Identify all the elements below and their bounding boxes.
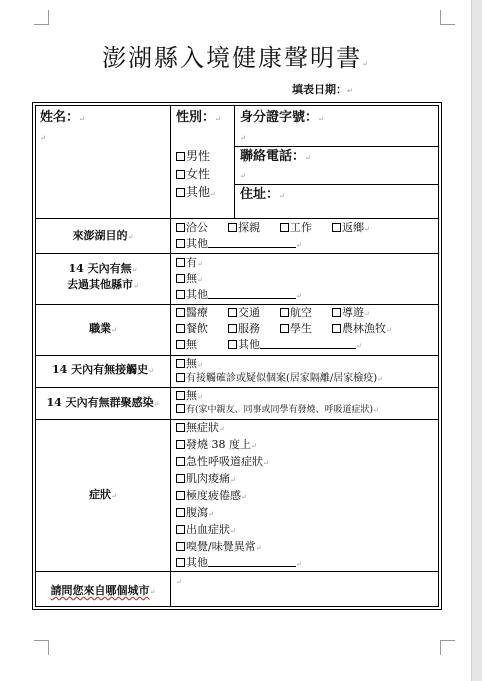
page-corner-mark	[440, 640, 455, 655]
fill-date-label: 填表日期：↵	[292, 84, 353, 96]
checkbox[interactable]	[176, 188, 185, 197]
checkbox[interactable]	[332, 308, 341, 317]
cluster-infection-label: 14 天內有無群聚感染↵	[46, 396, 160, 409]
checkbox[interactable]	[228, 223, 237, 232]
row-divider	[36, 218, 438, 219]
checkbox[interactable]	[176, 340, 185, 349]
checkbox[interactable]	[176, 373, 185, 382]
origin-city-label: 請問您來自哪個城市↵	[50, 584, 156, 597]
checkbox[interactable]	[176, 359, 185, 368]
page-corner-mark	[440, 10, 455, 25]
row-divider	[36, 304, 438, 305]
occupation-option[interactable]: 學生	[280, 322, 312, 335]
checkbox[interactable]	[332, 223, 341, 232]
checkbox[interactable]	[176, 258, 185, 267]
checkbox[interactable]	[176, 440, 185, 449]
checkbox[interactable]	[280, 308, 289, 317]
fill-in-line[interactable]	[208, 237, 296, 248]
purpose-option-other[interactable]: 其他 ↵	[176, 237, 302, 252]
checkbox[interactable]	[280, 324, 289, 333]
symptom-option-other[interactable]: 其他 ↵	[176, 556, 302, 571]
occupation-option-other[interactable]: 其他 ↵	[228, 338, 362, 353]
address-label: 住址：↵	[240, 187, 285, 202]
row-divider	[234, 184, 438, 185]
fill-in-line[interactable]	[260, 338, 356, 349]
fill-in-line[interactable]	[208, 288, 296, 299]
checkbox[interactable]	[176, 290, 185, 299]
purpose-option[interactable]: 洽公	[176, 221, 208, 234]
checkbox[interactable]	[176, 324, 185, 333]
purpose-option[interactable]: 工作	[280, 221, 312, 234]
origin-city-field[interactable]: ↵	[176, 578, 182, 586]
travel-option-other[interactable]: 其他 ↵	[176, 288, 302, 303]
symptom-option[interactable]: 發燒 38 度上↵	[176, 438, 257, 453]
symptoms-label: 症狀↵	[89, 488, 117, 501]
declaration-form-table	[32, 102, 442, 610]
symptom-option[interactable]: 腹瀉↵	[176, 506, 214, 521]
contact-option-no[interactable]: 無↵	[176, 357, 203, 372]
page-corner-mark	[34, 640, 49, 655]
purpose-option[interactable]: 返鄉↵	[332, 221, 370, 236]
id-number-label: 身分證字號：↵	[240, 110, 324, 125]
checkbox[interactable]	[176, 457, 185, 466]
name-field[interactable]: ↵	[40, 134, 46, 142]
document-title: 澎湖縣入境健康聲明書↵	[102, 44, 370, 72]
occupation-option[interactable]: 導遊↵	[332, 306, 370, 321]
checkbox[interactable]	[176, 223, 185, 232]
checkbox[interactable]	[176, 170, 185, 179]
phone-field[interactable]: ↵	[240, 172, 246, 180]
cluster-option-yes[interactable]: 有(家中親友、同事或同學有發燒、呼吸道症狀)↵	[176, 404, 379, 417]
cluster-option-no[interactable]: 無↵	[176, 389, 203, 404]
travel-option-no[interactable]: 無↵	[176, 272, 203, 287]
gender-option-other[interactable]: 其他↵	[176, 186, 216, 201]
row-divider	[36, 419, 438, 420]
checkbox[interactable]	[228, 308, 237, 317]
travel-option-yes[interactable]: 有↵	[176, 256, 203, 271]
gender-label: 性別：↵	[176, 110, 221, 125]
occupation-option[interactable]: 醫療	[176, 306, 208, 319]
gender-option-male[interactable]: 男性	[176, 150, 210, 163]
row-divider	[36, 253, 438, 254]
checkbox[interactable]	[176, 474, 185, 483]
symptom-option[interactable]: 肌肉痠痛↵	[176, 472, 236, 487]
symptom-option[interactable]: 急性呼吸道症狀↵	[176, 455, 269, 470]
checkbox[interactable]	[176, 391, 185, 400]
phone-label: 聯絡電話：↵	[240, 149, 311, 164]
occupation-option[interactable]: 餐飲	[176, 322, 208, 335]
fill-in-line[interactable]	[208, 556, 296, 567]
occupation-option-none[interactable]: 無	[176, 338, 197, 351]
checkbox[interactable]	[176, 508, 185, 517]
contact-option-yes[interactable]: 有接觸確診或疑似個案(居家隔離/居家檢疫)↵	[176, 372, 383, 386]
row-divider	[36, 387, 438, 388]
symptom-option[interactable]: 嗅覺/味覺異常↵	[176, 540, 262, 555]
checkbox[interactable]	[176, 404, 185, 413]
occupation-option[interactable]: 農林漁牧↵	[332, 322, 392, 337]
checkbox[interactable]	[228, 340, 237, 349]
row-divider	[36, 355, 438, 356]
symptom-option[interactable]: 出血症狀↵	[176, 523, 236, 538]
checkbox[interactable]	[176, 558, 185, 567]
purpose-option[interactable]: 探親	[228, 221, 260, 234]
symptom-option[interactable]: 無症狀↵	[176, 421, 225, 436]
gender-option-female[interactable]: 女性	[176, 168, 210, 181]
occupation-label: 職業↵	[89, 322, 117, 335]
purpose-label: 來澎湖目的↵	[72, 229, 134, 242]
travel-label-line2: 去過其他縣市↵	[67, 278, 139, 291]
checkbox[interactable]	[176, 542, 185, 551]
checkbox[interactable]	[176, 152, 185, 161]
checkbox[interactable]	[176, 491, 185, 500]
window-scrollbar[interactable]	[471, 0, 482, 681]
row-divider	[234, 146, 438, 147]
row-divider	[36, 571, 438, 572]
checkbox[interactable]	[228, 324, 237, 333]
column-divider	[234, 106, 235, 218]
occupation-option[interactable]: 航空	[280, 306, 312, 319]
checkbox[interactable]	[176, 525, 185, 534]
checkbox[interactable]	[176, 308, 185, 317]
occupation-option[interactable]: 服務	[228, 322, 260, 335]
name-label: 姓名：↵	[40, 110, 85, 125]
contact-history-label: 14 天內有無接觸史↵	[51, 363, 154, 376]
checkbox[interactable]	[176, 274, 185, 283]
id-number-field[interactable]: ↵	[240, 134, 246, 142]
page-corner-mark	[34, 10, 49, 25]
checkbox[interactable]	[280, 223, 289, 232]
travel-label-line1: 14 天內有無↵	[68, 262, 138, 275]
symptom-option[interactable]: 極度疲倦感↵	[176, 489, 247, 504]
occupation-option[interactable]: 交通	[228, 306, 260, 319]
column-divider	[170, 106, 171, 606]
checkbox[interactable]	[332, 324, 341, 333]
checkbox[interactable]	[176, 423, 185, 432]
checkbox[interactable]	[176, 239, 185, 248]
